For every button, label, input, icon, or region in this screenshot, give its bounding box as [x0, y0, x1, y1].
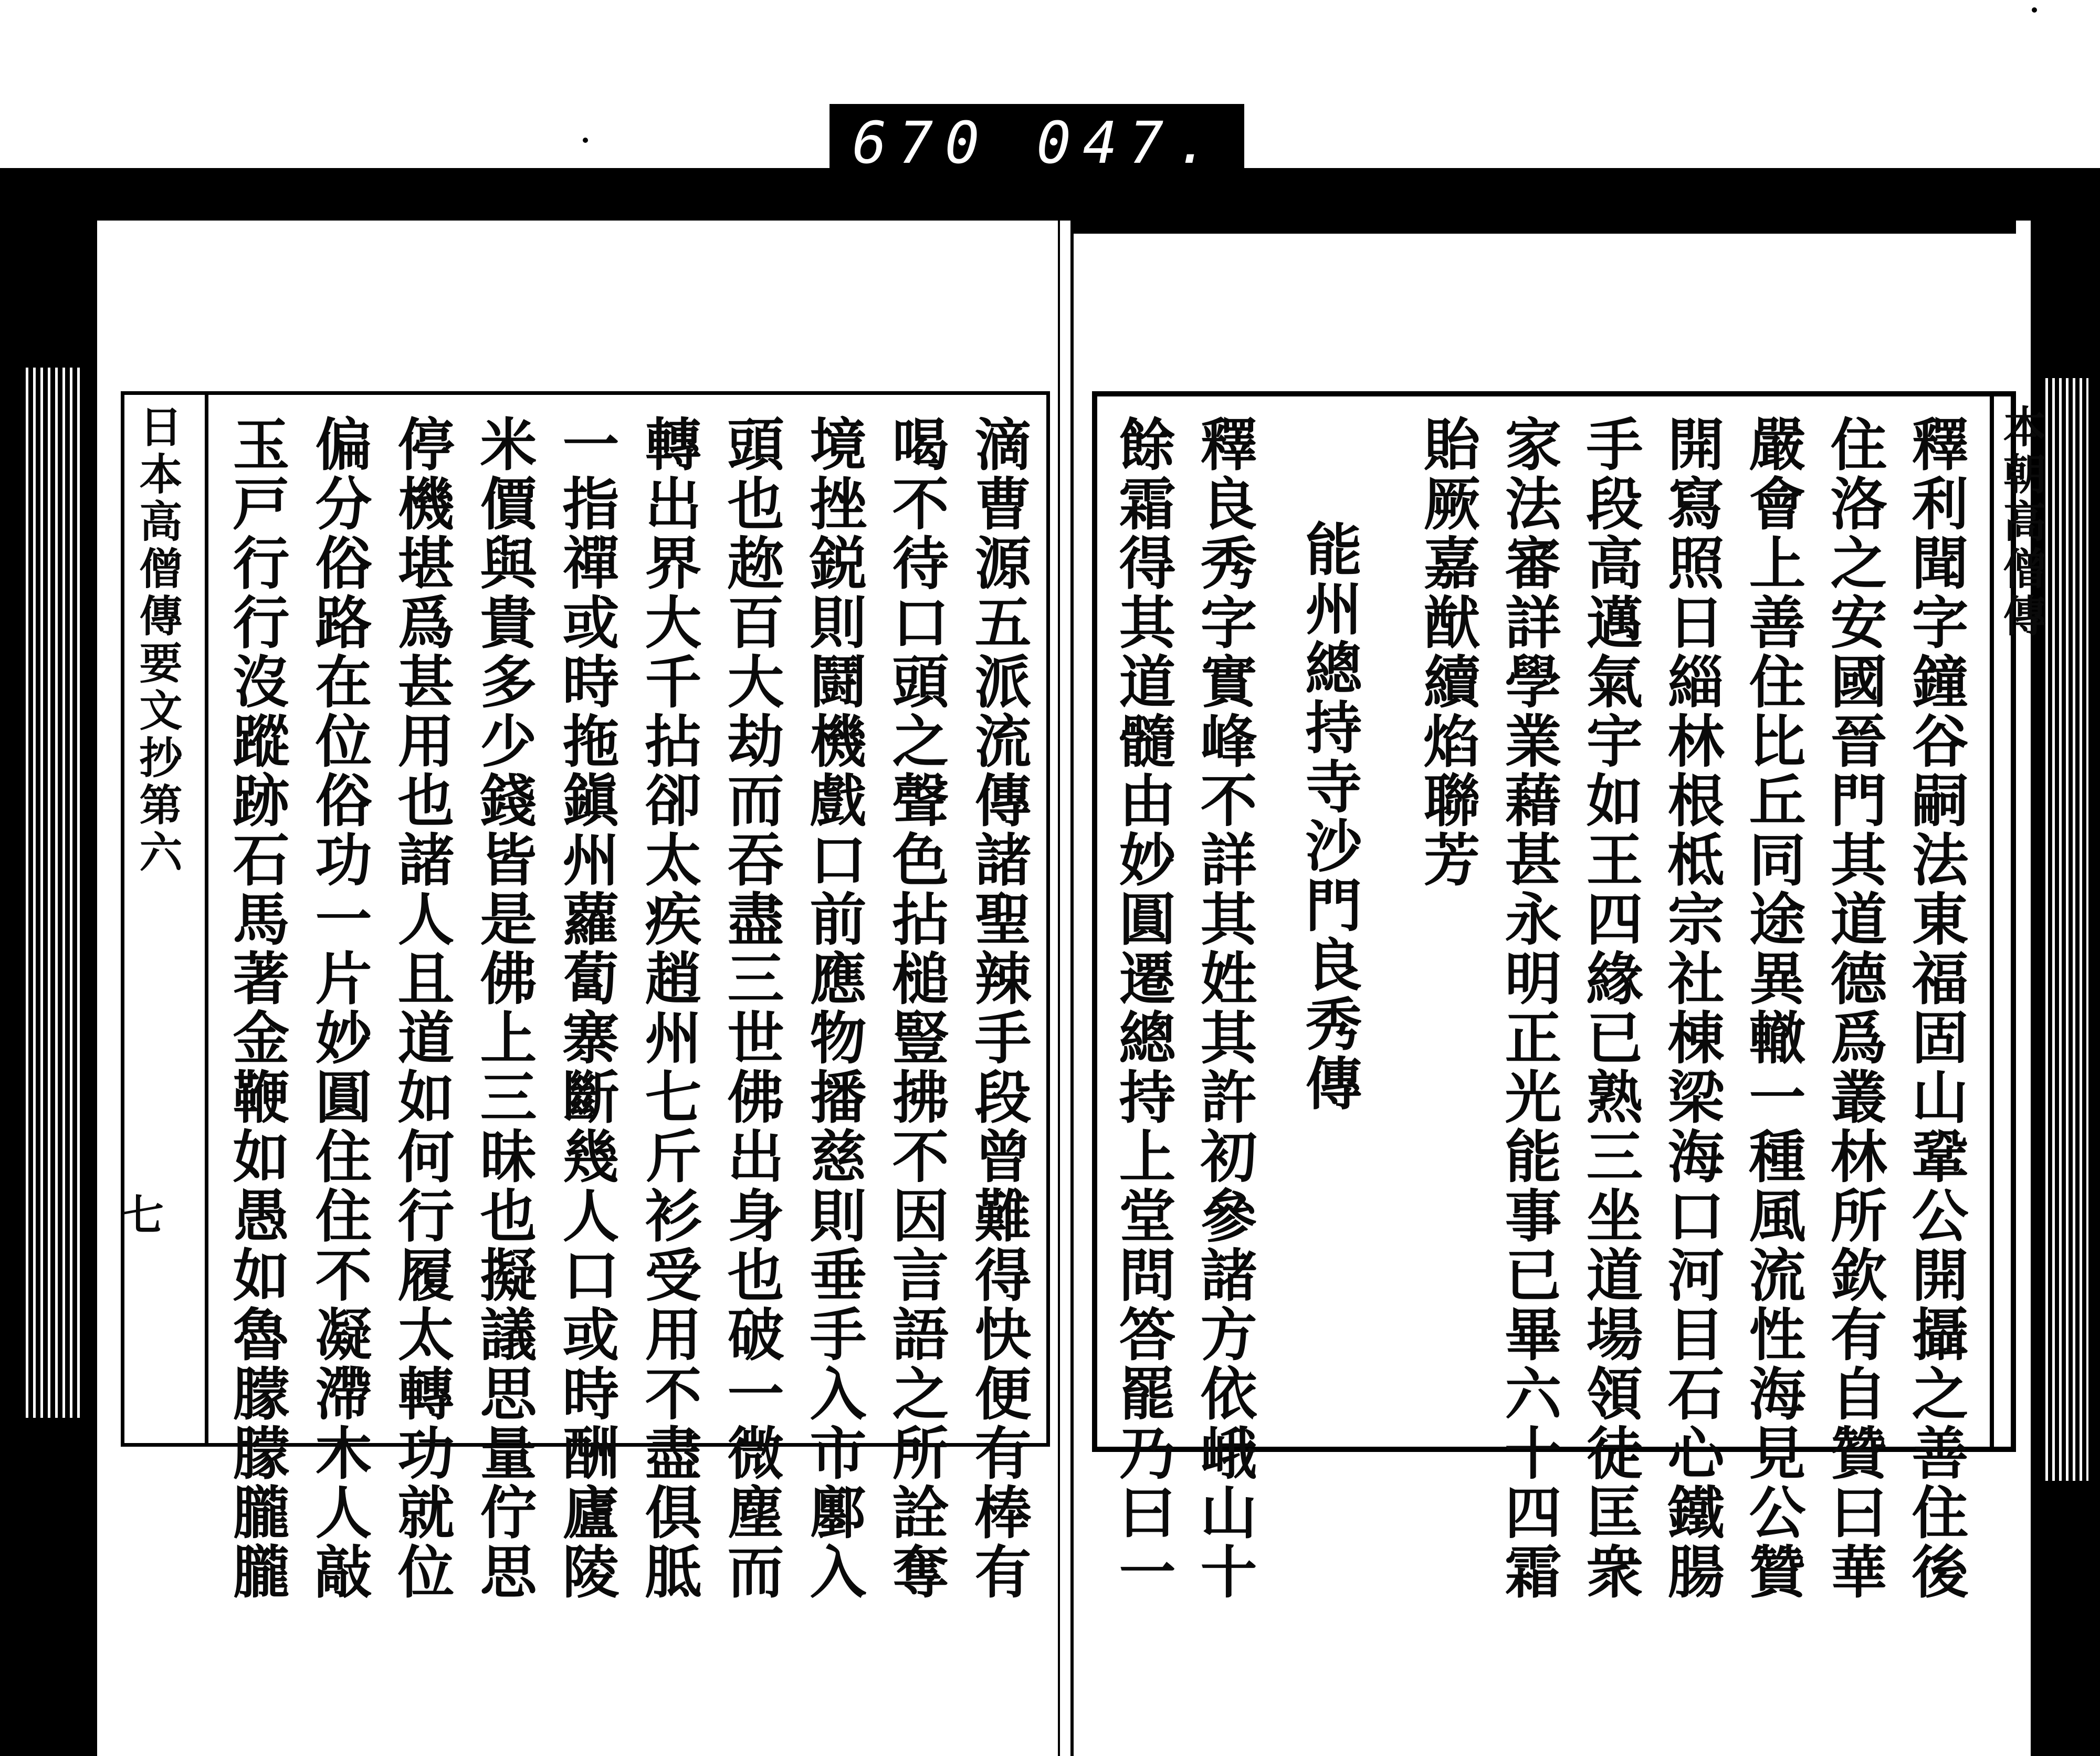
left-column-6: 一指禪或時拖鎭州蘿蔔寨斷幾人口或時酬廬陵 — [553, 415, 619, 1602]
right-page-stack — [2041, 378, 2088, 1481]
frame-number-left: 670 — [852, 109, 991, 176]
left-column-2: 喝不待口頭之聲色拈槌豎拂不因言語之所詮奪 — [883, 415, 949, 1602]
left-column-8: 停機堪爲甚用也諸人且道如何行履太轉功就位 — [388, 415, 454, 1602]
left-hashira: 日本高僧傳要文抄第六 — [132, 404, 183, 877]
left-column-10: 玉戸行行沒蹤跡石馬著金鞭如愚如魯朦朦朧朧 — [223, 415, 289, 1602]
right-column-9: 釋良秀字實峰不詳其姓其許初參諸方依峨山十 — [1191, 415, 1257, 1602]
left-column-7: 米價與貴多少錢皆是佛上三昧也擬議思量佇思 — [470, 415, 537, 1602]
right-column-4: 開寫照日緇林根柢宗社棟梁海口河目石心鐵腸 — [1658, 415, 1724, 1602]
right-section-heading: 能州總持寺沙門良秀傳 — [1296, 520, 1362, 1113]
scan-speck — [583, 138, 588, 143]
right-column-2: 住洛之安國晉門其道德爲叢林所欽有自贊曰華 — [1821, 415, 1887, 1602]
left-column-9: 偏分俗路在位俗功一片妙圓住住不凝滯木人敲 — [306, 415, 372, 1602]
left-column-4: 頭也趂百大劫而吞盡三世佛出身也破一微塵而 — [718, 415, 784, 1602]
right-column-3: 嚴會上善住比丘同途異轍一種風流性海見公贊 — [1739, 415, 1805, 1602]
right-page-top-edge — [1071, 173, 2016, 242]
right-column-7: 貽厥嘉猷續焰聯芳 — [1414, 415, 1480, 890]
frame-number-right: 047. — [1036, 109, 1222, 176]
right-column-5: 手段高邁氣宇如王四緣已熟三坐道場領徒匡衆 — [1577, 415, 1643, 1602]
right-column-6: 家法審詳學業藉甚永明正光能事已畢六十四霜 — [1495, 415, 1561, 1602]
left-column-1: 滴曹源五派流傳諸聖辣手段曾難得快便有棒有 — [965, 415, 1031, 1602]
microfilm-frame-label — [830, 104, 1244, 182]
left-page-stack — [21, 368, 84, 1418]
right-hashira-rule — [1990, 391, 1994, 1452]
right-hashira: 本朝高僧傳 — [1996, 404, 2046, 641]
book-spine — [1058, 221, 1074, 1756]
scan-speck — [2032, 7, 2037, 13]
left-margin-number: 七 — [122, 1190, 164, 1240]
left-column-3: 境挫鋭則鬪機戲口前應物播慈則垂手入市鄽入 — [800, 415, 866, 1602]
right-column-1: 釋利聞字鐘谷嗣法東福固山鞏公開攝之善住後 — [1902, 415, 1968, 1602]
left-column-5: 轉出界大千拈卻太疾趙州七斤衫受用不盡俱胝 — [635, 415, 701, 1602]
right-column-10: 餘霜得其道髓由妙圓遷總持上堂問答罷乃曰一 — [1109, 415, 1175, 1602]
left-hashira-rule — [205, 391, 208, 1447]
